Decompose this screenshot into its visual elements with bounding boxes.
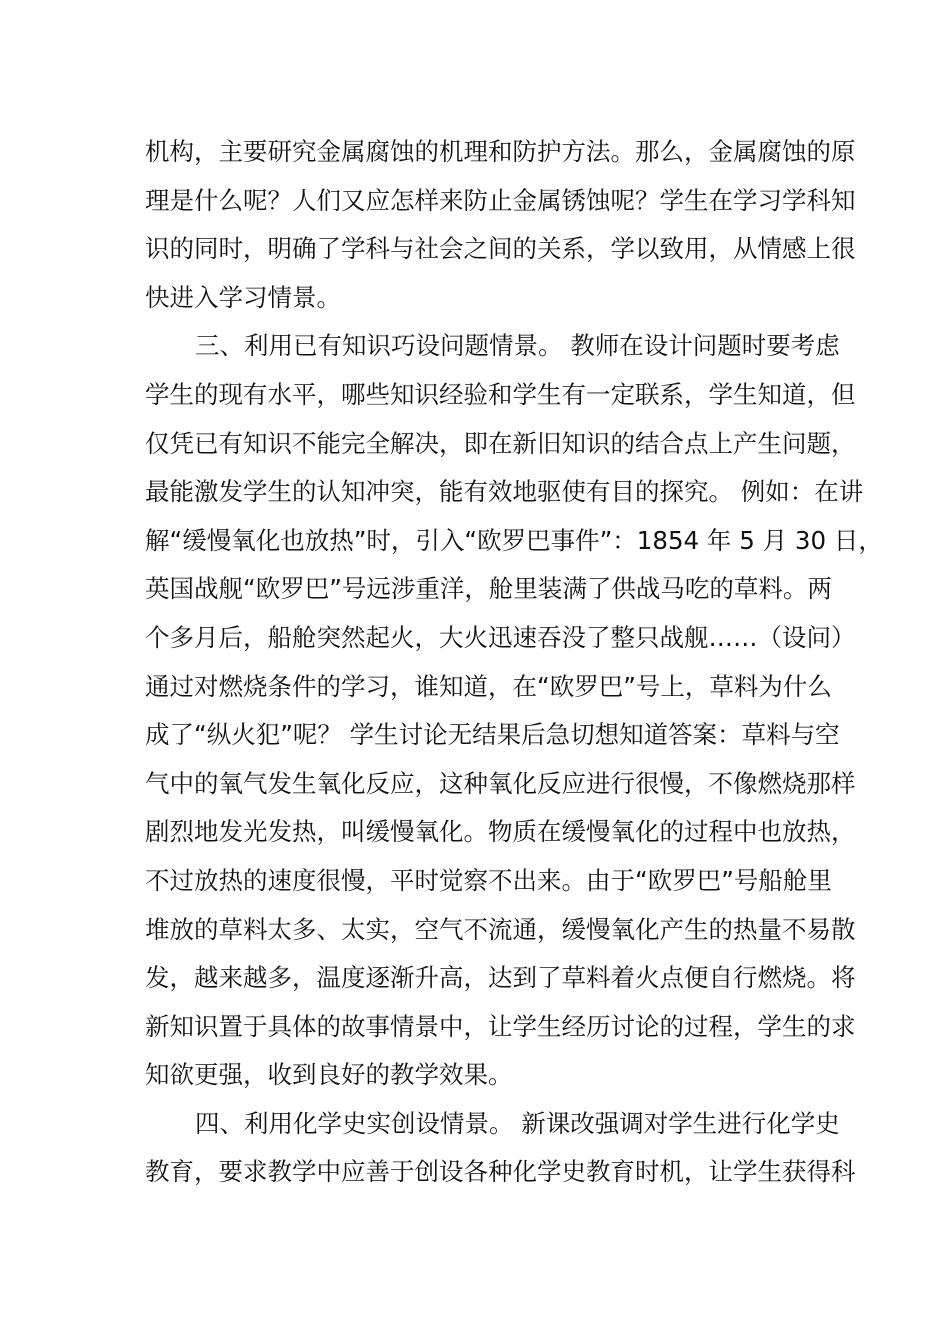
text-line: 通过对燃烧条件的学习，谁知道，在“欧罗巴”号上，草料为什么: [145, 671, 832, 701]
text-line: 快进入学习情景。: [145, 282, 341, 312]
text-line: 英国战舰“欧罗巴”号远涉重洋，舱里装满了供战马吃的草料。两: [145, 574, 832, 604]
text-line: 解“缓慢氧化也放热”时，引入“欧罗巴事件”：1854 年 5 月 30 日，: [145, 525, 883, 555]
text-line: 不过放热的速度很慢，平时觉察不出来。由于“欧罗巴”号船舱里: [145, 865, 832, 895]
text-line: 识的同时，明确了学科与社会之间的关系，学以致用，从情感上很: [145, 234, 856, 264]
text-line: 气中的氧气发生氧化反应，这种氧化反应进行很慢，不像燃烧那样: [145, 768, 856, 798]
text-line: 发，越来越多，温度逐渐升高，达到了草料着火点便自行燃烧。将: [145, 963, 856, 993]
text-line: 成了“纵火犯”呢？ 学生讨论无结果后急切想知道答案：草料与空: [145, 720, 840, 750]
section-heading-line: 四、利用化学史实创设情景。 新课改强调对学生进行化学史: [195, 1108, 840, 1138]
text-line: 仅凭已有知识不能完全解决，即在新旧知识的结合点上产生问题，: [145, 428, 856, 458]
text-line: 个多月后，船舱突然起火，大火迅速吞没了整只战舰……（设问）: [145, 622, 856, 652]
text-line: 知欲更强，收到良好的教学效果。: [145, 1060, 513, 1090]
text-line: 学生的现有水平，哪些知识经验和学生有一定联系，学生知道，但: [145, 379, 856, 409]
text-line: 教育，要求教学中应善于创设各种化学史教育时机，让学生获得科: [145, 1157, 856, 1187]
body-text: [145, 128, 883, 1197]
text-line: 新知识置于具体的故事情景中，让学生经历讨论的过程，学生的求: [145, 1011, 856, 1041]
text-line: 堆放的草料太多、太实，空气不流通，缓慢氧化产生的热量不易散: [145, 914, 856, 944]
text-line: 理是什么呢？人们又应怎样来防止金属锈蚀呢？学生在学习学科知: [145, 185, 856, 215]
section-heading-line: 三、利用已有知识巧设问题情景。 教师在设计问题时要考虑: [195, 331, 840, 361]
text-line: 机构，主要研究金属腐蚀的机理和防护方法。那么，金属腐蚀的原: [145, 137, 856, 166]
text-line: 剧烈地发光发热，叫缓慢氧化。物质在缓慢氧化的过程中也放热，: [145, 817, 856, 847]
text-line: 最能激发学生的认知冲突，能有效地驱使有目的探究。 例如：在讲: [145, 477, 864, 507]
